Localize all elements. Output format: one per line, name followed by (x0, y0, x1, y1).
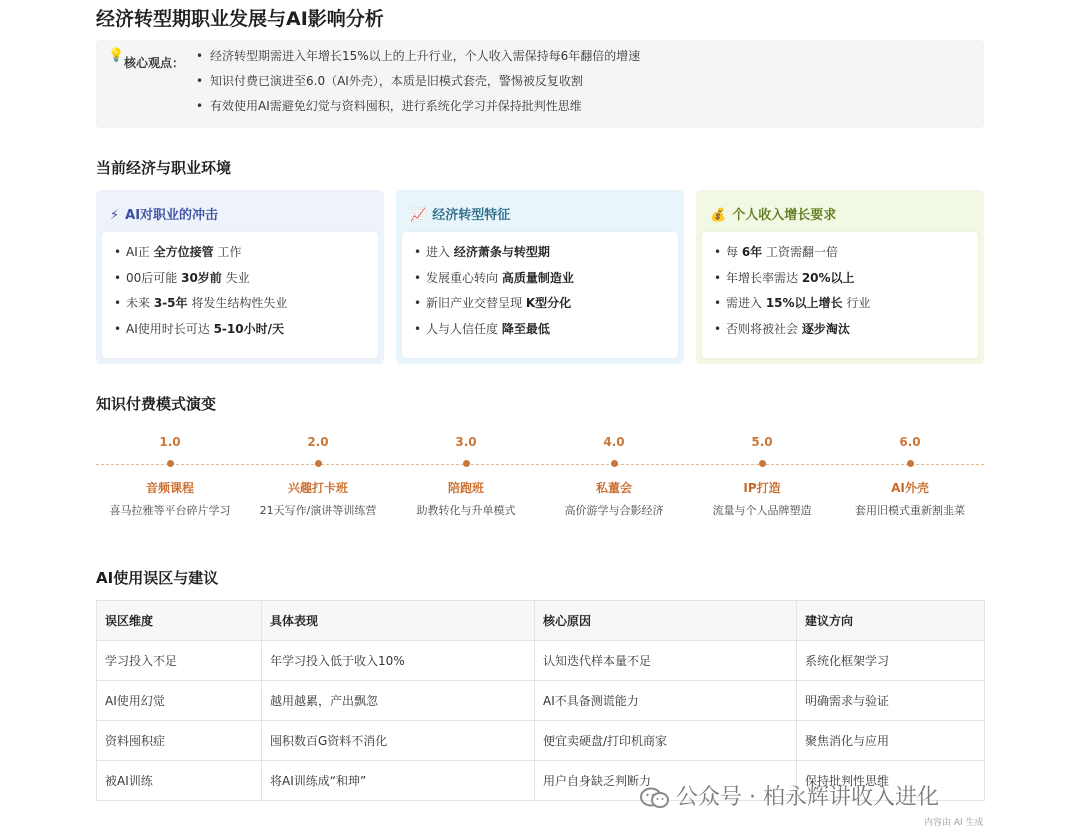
table-cell: 用户自身缺乏判断力 (535, 761, 797, 801)
table-row (97, 721, 985, 761)
table-cell: 囤积数百G资料不消化 (262, 721, 535, 761)
timeline-step (392, 432, 540, 519)
table-cell: 越用越累，产出飘忽 (262, 681, 535, 721)
table-cell: 认知迭代样本量不足 (535, 641, 797, 681)
wechat-logo-icon (640, 787, 670, 809)
money-icon: 💰 (710, 208, 727, 223)
key-point: • 有效使用AI需避免幻觉与资料囤积，进行系统化学习并保持批判性思维 (196, 94, 640, 119)
key-points-list (196, 44, 640, 119)
step-name: 兴趣打卡班 (287, 481, 348, 495)
step-desc: 21天写作/演讲等训练营 (259, 504, 377, 517)
timeline-step (96, 432, 244, 519)
column-header: 建议方向 (797, 601, 985, 641)
list-item: • 否则将被社会 逐步淘汰 (714, 317, 978, 343)
lightbulb-icon: 💡 (108, 48, 125, 63)
step-version: 3.0 (455, 435, 477, 449)
step-version: 4.0 (603, 435, 625, 449)
card-ai-impact (96, 190, 384, 364)
table-row (97, 681, 985, 721)
column-header: 具体表现 (262, 601, 535, 641)
misconceptions-table (96, 600, 985, 801)
card-body (402, 232, 678, 358)
list-item: • 年增长率需达 20%以上 (714, 266, 978, 292)
list-item: • AI正 全方位接管 工作 (114, 240, 378, 266)
step-version: 2.0 (307, 435, 329, 449)
step-name: IP打造 (743, 481, 781, 495)
watermark (640, 780, 939, 811)
table-cell: 系统化框架学习 (797, 641, 985, 681)
key-points-label: 核心观点： (124, 56, 185, 70)
list-item: • 每 6年 工资需翻一倍 (714, 240, 978, 266)
table-cell: 保持批判性思维 (797, 761, 985, 801)
card-header (410, 204, 510, 223)
column-header: 核心原因 (535, 601, 797, 641)
card-income-growth (696, 190, 984, 364)
timeline-dot (315, 460, 322, 467)
step-name: AI外壳 (891, 481, 929, 495)
step-desc: 流量与个人品牌塑造 (712, 504, 812, 517)
step-version: 5.0 (751, 435, 773, 449)
table-cell: 便宜卖硬盘/打印机商家 (535, 721, 797, 761)
step-name: 陪跑班 (447, 481, 484, 495)
section-title-evolution: 知识付费模式演变 (96, 395, 217, 413)
step-version: 1.0 (159, 435, 181, 449)
card-body (102, 232, 378, 358)
list-item: • 进入 经济萧条与转型期 (414, 240, 678, 266)
step-version: 6.0 (899, 435, 921, 449)
timeline-step (688, 432, 836, 519)
key-point: • 知识付费已演进至6.0（AI外壳），本质是旧模式套壳，警惕被反复收割 (196, 69, 640, 94)
card-title: 个人收入增长要求 (732, 208, 837, 223)
card-header (110, 204, 218, 223)
ai-generated-note: 内容由 AI 生成 (924, 818, 984, 828)
list-item: • 00后可能 30岁前 失业 (114, 266, 378, 292)
table-cell: 被AI训练 (97, 761, 262, 801)
card-title: 经济转型特征 (432, 208, 511, 223)
lightning-icon: ⚡ (110, 208, 120, 223)
table-header-row (97, 601, 985, 641)
card-header (710, 204, 836, 223)
timeline-dot (167, 460, 174, 467)
column-header: 误区维度 (97, 601, 262, 641)
section-title-ai-misconceptions: AI使用误区与建议 (96, 569, 219, 587)
key-points-box (96, 40, 984, 128)
list-item: • 发展重心转向 高质量制造业 (414, 266, 678, 292)
section-title-environment: 当前经济与职业环境 (96, 159, 232, 177)
chart-up-icon: 📈 (410, 208, 427, 223)
step-name: 音频课程 (145, 481, 194, 495)
table-cell: 聚焦消化与应用 (797, 721, 985, 761)
step-desc: 套用旧模式重新割韭菜 (855, 504, 965, 517)
table-cell: 学习投入不足 (97, 641, 262, 681)
step-desc: 喜马拉雅等平台碎片学习 (109, 504, 231, 517)
timeline-dot (611, 460, 618, 467)
table-cell: 将AI训练成“和珅” (262, 761, 535, 801)
step-name: 私董会 (595, 481, 632, 495)
list-item: • 未来 3-5年 将发生结构性失业 (114, 291, 378, 317)
list-item: • 需进入 15%以上增长 行业 (714, 291, 978, 317)
table-cell: AI不具备测谎能力 (535, 681, 797, 721)
table-cell: AI使用幻觉 (97, 681, 262, 721)
timeline-step (836, 432, 984, 519)
card-body (702, 232, 978, 358)
list-item: • 新旧产业交替呈现 K型分化 (414, 291, 678, 317)
step-desc: 助教转化与升单模式 (416, 504, 516, 517)
list-item: • AI使用时长可达 5-10小时/天 (114, 317, 378, 343)
timeline-step (540, 432, 688, 519)
timeline-dot (907, 460, 914, 467)
step-desc: 高价游学与合影经济 (564, 504, 664, 517)
table-cell: 年学习投入低于收入10% (262, 641, 535, 681)
table-cell: 明确需求与验证 (797, 681, 985, 721)
list-item: • 人与人信任度 降至最低 (414, 317, 678, 343)
timeline-step (244, 432, 392, 519)
card-title: AI对职业的冲击 (125, 208, 219, 223)
page-title: 经济转型期职业发展与AI影响分析 (96, 8, 384, 30)
table-row (97, 641, 985, 681)
card-economic-transition (396, 190, 684, 364)
key-point: • 经济转型期需进入年增长15%以上的上升行业，个人收入需保持每6年翻倍的增速 (196, 44, 640, 69)
timeline-dot (759, 460, 766, 467)
timeline-dot (463, 460, 470, 467)
table-cell: 资料囤积症 (97, 721, 262, 761)
watermark-text: 公众号 · 柏永辉讲收入进化 (676, 785, 939, 810)
